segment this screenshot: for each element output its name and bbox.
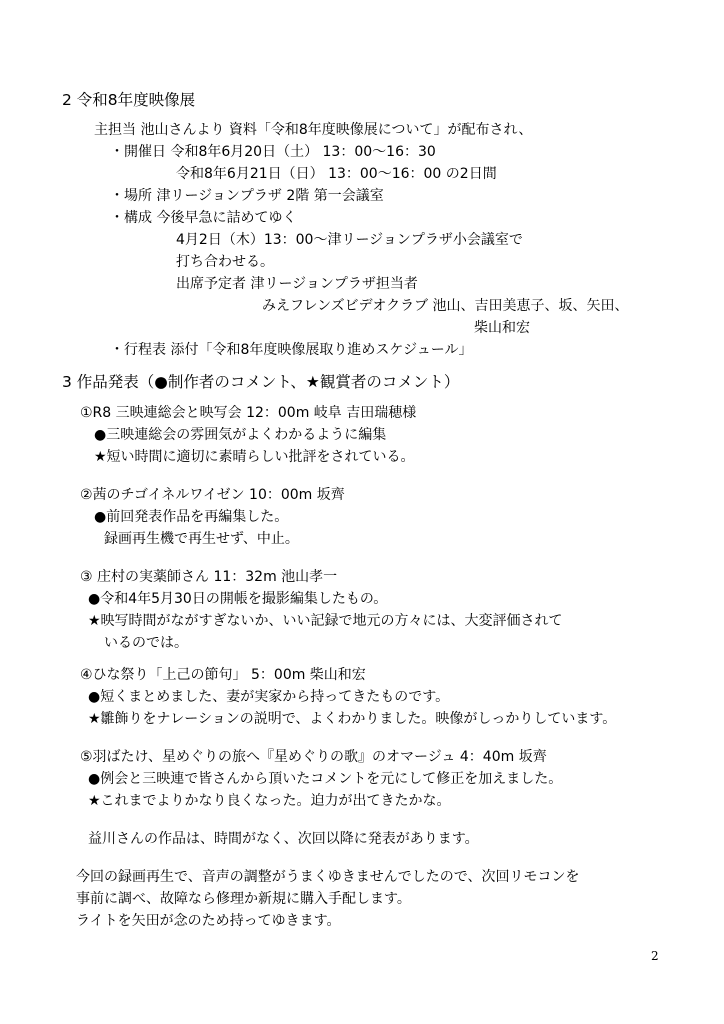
section-2-heading: 2 令和8年度映像展 bbox=[62, 91, 196, 109]
closing-line-2: 事前に調べ、故障なら修理か新規に購入手配します。 bbox=[76, 891, 411, 907]
work-5-title: ⑤羽ばたけ、星めぐりの旅へ『星めぐりの歌』のオマージュ 4：40m 坂齊 bbox=[80, 749, 547, 765]
attendees-line-2: みえフレンズビデオクラブ 池山、吉田美恵子、坂、矢田、 bbox=[262, 298, 629, 314]
work-1-creator-comment: ●三映連総会の雰囲気がよくわかるように編集 bbox=[94, 427, 387, 443]
meeting-line: 4月2日（木）13：00～津リージョンプラザ小会議室で bbox=[176, 232, 523, 248]
work-4-title: ④ひな祭り「上己の節句」 5：00m 柴山和宏 bbox=[80, 667, 366, 683]
structure-line: ・構成 今後早急に詰めてゆく bbox=[110, 210, 297, 226]
work-5-creator-comment: ●例会と三映連で皆さんから頂いたコメントを元にして修正を加えました。 bbox=[88, 771, 563, 787]
work-4-viewer-comment: ★雛飾りをナレーションの説明で、よくわかりました。映像がしっかりしています。 bbox=[88, 711, 617, 727]
page-number: 2 bbox=[651, 949, 659, 963]
work-5-viewer-comment: ★これまでよりかなり良くなった。迫力が出てきたかな。 bbox=[88, 793, 451, 809]
date-line-1: ・開催日 令和8年6月20日（土） 13：00～16：30 bbox=[110, 144, 436, 160]
work-4-creator-comment: ●短くまとめました、妻が実家から持ってきたものです。 bbox=[88, 689, 450, 705]
main-contact-line: 主担当 池山さんより 資料「令和8年度映像展について」が配布され、 bbox=[94, 122, 533, 138]
work-3-viewer-comment-cont: いるのでは。 bbox=[104, 635, 188, 651]
work-1-viewer-comment: ★短い時間に適切に素晴らしい批評をされている。 bbox=[94, 449, 415, 465]
work-2-note: 録画再生機で再生せず、中止。 bbox=[104, 531, 299, 547]
date-line-2: 令和8年6月21日（日） 13：00～16：00 の2日間 bbox=[176, 166, 497, 182]
meeting-line-2: 打ち合わせる。 bbox=[176, 254, 274, 270]
work-2-title: ②茜のチゴイネルワイゼン 10：00m 坂齊 bbox=[80, 487, 345, 503]
work-3-viewer-comment: ★映写時間がながすぎないか、いい記録で地元の方々には、大変評価されて bbox=[88, 613, 563, 629]
work-3-creator-comment: ●令和4年5月30日の開帳を撮影編集したもの。 bbox=[88, 591, 388, 607]
work-1-title: ①R8 三映連総会と映写会 12：00m 岐阜 吉田瑞穂様 bbox=[80, 405, 417, 421]
attendees-line-3: 柴山和宏 bbox=[474, 320, 530, 336]
masukawa-note: 益川さんの作品は、時間がなく、次回以降に発表があります。 bbox=[88, 831, 479, 847]
attendees-line-1: 出席予定者 津リージョンプラザ担当者 bbox=[176, 276, 418, 292]
schedule-line: ・行程表 添付「令和8年度映像展取り進めスケジュール」 bbox=[110, 342, 473, 358]
closing-line-3: ライトを矢田が念のため持ってゆきます。 bbox=[76, 913, 341, 929]
work-3-title: ③ 庄村の実薬師さん 11：32m 池山孝一 bbox=[80, 569, 338, 585]
venue-line: ・場所 津リージョンプラザ 2階 第一会議室 bbox=[110, 188, 384, 204]
section-3-heading: 3 作品発表（●制作者のコメント、★観賞者のコメント） bbox=[62, 373, 460, 391]
closing-line-1: 今回の録画再生で、音声の調整がうまくゆきませんでしたので、次回リモコンを bbox=[76, 869, 580, 885]
work-2-creator-comment: ●前回発表作品を再編集した。 bbox=[94, 509, 289, 525]
